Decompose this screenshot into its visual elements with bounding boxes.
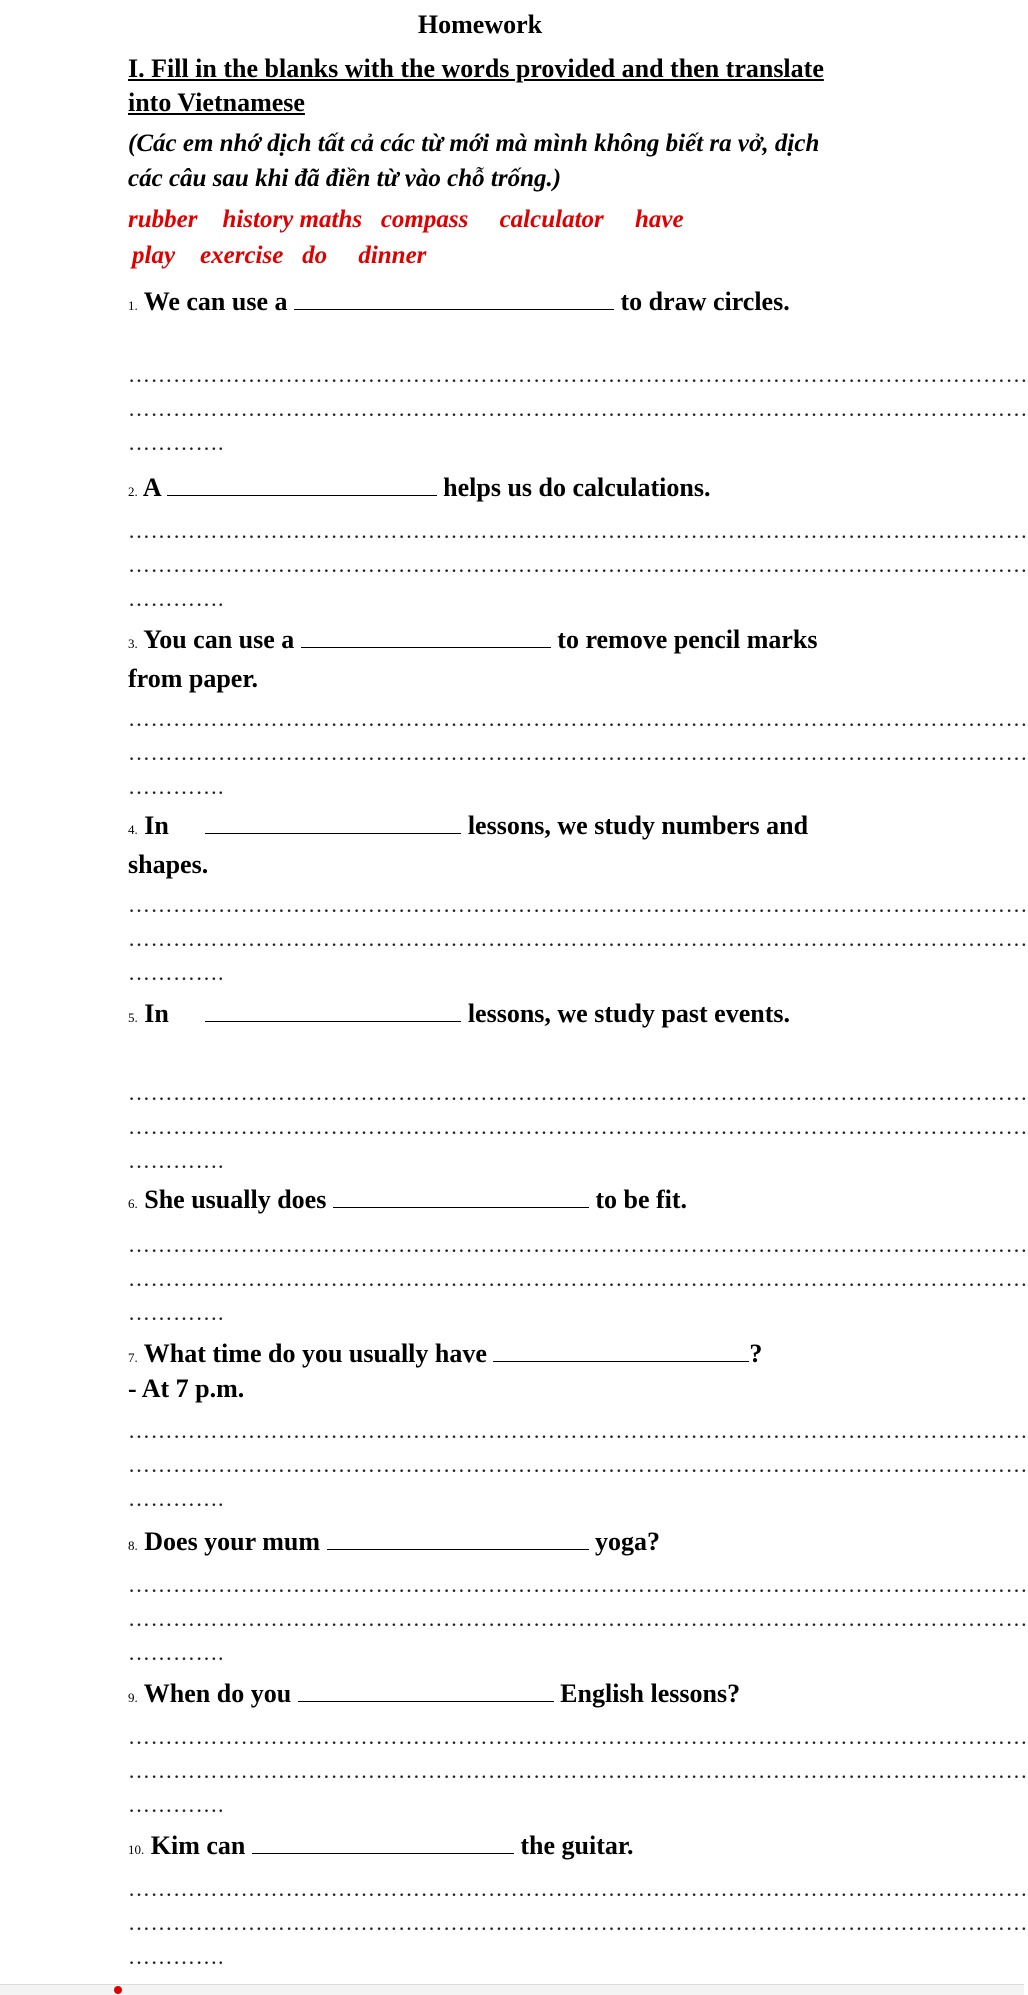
translation-line[interactable]: ………………………………………………………………………………………………………… (128, 926, 1028, 951)
answer-blank[interactable] (167, 475, 437, 496)
translation-line[interactable]: …………. (128, 1148, 224, 1173)
question-number: 3. (128, 636, 138, 651)
answer-blank[interactable] (327, 1529, 589, 1550)
question-5 (128, 996, 848, 1035)
question-text-after: lessons, we study past events. (461, 999, 790, 1028)
question-text-after: English lessons? (553, 1679, 741, 1708)
question-text-after: the guitar. (513, 1831, 634, 1860)
translation-line[interactable]: …………. (128, 430, 224, 455)
translation-line[interactable]: ………………………………………………………………………………………………………… (128, 1232, 1028, 1257)
question-4 (128, 808, 848, 882)
question-text-before: A (142, 473, 167, 502)
question-number: 7. (128, 1350, 138, 1365)
question-text-before: You can use a (143, 625, 301, 654)
question-text-before: In (144, 999, 176, 1028)
translation-line[interactable]: ………………………………………………………………………………………………………… (128, 1724, 1028, 1749)
translation-line[interactable]: ………………………………………………………………………………………………………… (128, 1114, 1028, 1139)
translation-line[interactable]: ………………………………………………………………………………………………………… (128, 1452, 1028, 1477)
question-3 (128, 622, 848, 696)
question-number: 9. (128, 1690, 138, 1705)
translation-line[interactable]: ………………………………………………………………………………………………………… (128, 1606, 1028, 1631)
question-8 (128, 1524, 848, 1563)
question-number: 2. (128, 484, 138, 499)
translation-line[interactable]: …………. (128, 1300, 224, 1325)
translation-line[interactable]: …………. (128, 1792, 224, 1817)
word-bank-line-1: rubber history maths compass calculator have (128, 206, 684, 233)
translation-line[interactable]: …………. (128, 1640, 224, 1665)
question-text-before: She usually does (144, 1185, 333, 1214)
question-number: 5. (128, 1010, 138, 1025)
question-text-before: In (144, 811, 176, 840)
page-title: Homework (417, 10, 543, 39)
question-number: 8. (128, 1538, 138, 1553)
bullet-icon (114, 1986, 122, 1994)
question-number: 1. (128, 298, 138, 313)
section-heading: I. Fill in the blanks with the words provided and then translate into Vietnamese (128, 54, 824, 117)
question-9 (128, 1676, 848, 1715)
question-text-before: When do you (143, 1679, 298, 1708)
question-number: 4. (128, 822, 138, 837)
translation-line[interactable]: ………………………………………………………………………………………………………… (128, 740, 1028, 765)
translation-line[interactable]: ………………………………………………………………………………………………………… (128, 1266, 1028, 1291)
question-2 (128, 470, 848, 509)
question-text-before: Does your mum (144, 1527, 327, 1556)
question-7-answer: - At 7 p.m. (128, 1374, 245, 1403)
question-text-after: to remove pencil marks from paper. (128, 625, 818, 693)
answer-blank[interactable] (205, 1001, 461, 1022)
translation-line[interactable]: ………………………………………………………………………………………………………… (128, 518, 1028, 543)
question-text-before: Kim can (150, 1831, 252, 1860)
question-text-before: We can use a (143, 287, 295, 316)
question-text-after: yoga? (588, 1527, 660, 1556)
answer-blank[interactable] (493, 1341, 749, 1362)
question-text-after: to draw circles. (614, 287, 790, 316)
answer-blank[interactable] (301, 627, 551, 648)
translation-line[interactable]: ………………………………………………………………………………………………………… (128, 396, 1028, 421)
question-number: 10. (128, 1842, 145, 1857)
question-1 (128, 284, 848, 323)
answer-blank[interactable] (205, 813, 461, 834)
question-10 (128, 1828, 848, 1867)
translation-line[interactable]: …………. (128, 1486, 224, 1511)
translation-line[interactable]: …………. (128, 1944, 224, 1969)
question-text-after: to be fit. (588, 1185, 688, 1214)
answer-blank[interactable] (294, 289, 614, 310)
translation-line[interactable]: …………. (128, 960, 224, 985)
translation-line[interactable]: ………………………………………………………………………………………………………… (128, 362, 1028, 387)
translation-line[interactable]: ………………………………………………………………………………………………………… (128, 1758, 1028, 1783)
question-7 (128, 1336, 848, 1375)
translation-line[interactable]: ………………………………………………………………………………………………………… (128, 1876, 1028, 1901)
question-text-before: What time do you usually have (143, 1339, 494, 1368)
question-text-after: ? (749, 1339, 763, 1368)
question-text-after: helps us do calculations. (436, 473, 711, 502)
translation-line[interactable]: ………………………………………………………………………………………………………… (128, 1572, 1028, 1597)
next-page-edge (0, 1984, 1024, 1995)
translation-line[interactable]: …………. (128, 774, 224, 799)
translation-line[interactable]: ………………………………………………………………………………………………………… (128, 552, 1028, 577)
translation-line[interactable]: ………………………………………………………………………………………………………… (128, 706, 1028, 731)
translation-line[interactable]: ………………………………………………………………………………………………………… (128, 1080, 1028, 1105)
question-6 (128, 1182, 848, 1221)
answer-blank[interactable] (298, 1681, 554, 1702)
word-bank-line-2: play exercise do dinner (132, 242, 427, 269)
answer-blank[interactable] (252, 1833, 514, 1854)
answer-blank[interactable] (333, 1187, 589, 1208)
question-number: 6. (128, 1196, 138, 1211)
instruction-note: (Các em nhớ dịch tất cả các từ mới mà mình không biết ra vở, dịch các câu sau khi đã điền từ vào chỗ trống.) (128, 130, 820, 192)
question-text-after: lessons, we study numbers and shapes. (128, 811, 809, 879)
translation-line[interactable]: ………………………………………………………………………………………………………… (128, 1910, 1028, 1935)
translation-line[interactable]: ………………………………………………………………………………………………………… (128, 1418, 1028, 1443)
translation-line[interactable]: …………. (128, 586, 224, 611)
translation-line[interactable]: ………………………………………………………………………………………………………… (128, 892, 1028, 917)
